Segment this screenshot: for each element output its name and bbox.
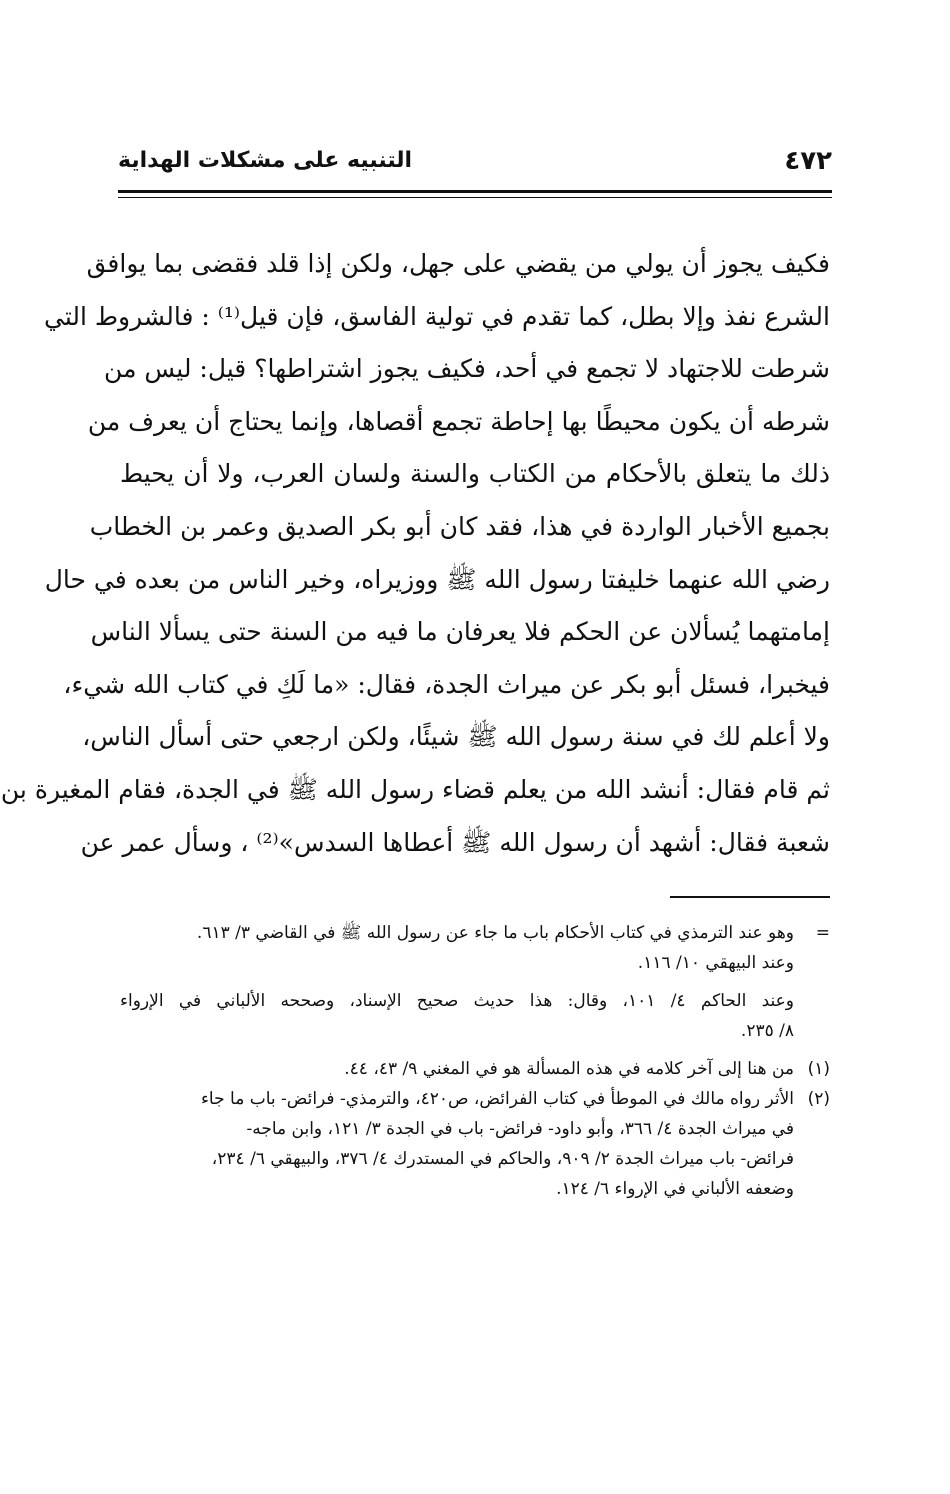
text-line: فكيف يجوز أن يولي من يقضي على جهل، ولكن إذا قلد فقضى بما يوافق [86,249,830,278]
header-rule-thin [118,197,832,198]
footnote-number: (٢) [807,1089,830,1109]
text-line: إمامتهما يُسألان عن الحكم فلا يعرفان ما فيه من السنة حتى يسألا الناس [90,617,830,647]
footnote-1 [120,1054,830,1084]
footnote-2-line [120,1114,830,1144]
footnote-text: ٨/ ٢٣٥. [740,1021,794,1041]
footnote-text: فرائض- باب ميراث الجدة ٢/ ٩٠٩، والحاكم في المستدرك ٤/ ٣٧٦، والبيهقي ٦/ ٢٣٤، [211,1149,794,1169]
footnote-hakim-line [120,986,830,1016]
text-line: ثم قام فقال: أنشد الله من يعلم قضاء رسول الله ﷺ في الجدة، فقام المغيرة بن [0,774,830,804]
footnote-continuation-line [120,918,830,948]
text-line: الشرع نفذ وإلا بطل، كما تقدم في تولية الفاسق، فإن قيل⁽¹⁾ : فالشروط التي [44,301,830,331]
footnote-text: الأثر رواه مالك في الموطأ في كتاب الفرائض، ص٤٢٠، والترمذي- فرائض- باب ما جاء [200,1089,794,1109]
footnote-hakim-line [120,1016,830,1046]
text-line: شرطه أن يكون محيطًا بها إحاطة تجمع أقصاها، وإنما يحتاج أن يعرف من [87,406,830,436]
footnote-text: في ميراث الجدة ٤/ ٣٦٦، وأبو داود- فرائض- باب في الجدة ٣/ ١٢١، وابن ماجه- [246,1119,794,1139]
text-line: بجميع الأخبار الواردة في هذا، فقد كان أبو بكر الصديق وعمر بن الخطاب [89,511,830,541]
header-rule-thick [118,190,832,193]
page-header [118,140,832,188]
footnote-number: (١) [807,1059,830,1079]
footnote-separator [670,896,830,898]
text-line: شرطت للاجتهاد لا تجمع في أحد، فكيف يجوز اشتراطها؟ قيل: ليس من [104,354,830,384]
main-text [0,238,830,869]
page-number: ٤٧٢ [784,146,832,176]
footnote-text: وهو عند الترمذي في كتاب الأحكام باب ما جاء عن رسول الله ﷺ في القاضي ٣/ ٦١٣. [196,923,794,943]
footnote-continuation-line [120,948,830,978]
text-line: فيخبرا، فسئل أبو بكر عن ميراث الجدة، فقال: «ما لَكِ في كتاب الله شيء، [63,669,830,699]
footnote-2 [120,1084,830,1114]
footnote-text: وعند الحاكم ٤/ ١٠١، وقال: هذا حديث صحيح الإسناد، وصححه الألباني في الإرواء [120,991,794,1011]
footnotes [120,918,830,1204]
text-line: شعبة فقال: أشهد أن رسول الله ﷺ أعطاها السدس»⁽²⁾ ، وسأل عمر عن [80,827,830,857]
text-line: رضي الله عنهما خليفتا رسول الله ﷺ ووزيراه، وخير الناس من بعده في حال [44,564,830,594]
text-line: ولا أعلم لك في سنة رسول الله ﷺ شيئًا، ولكن ارجعي حتى أسأل الناس، [82,722,830,752]
running-title: التنبيه على مشكلات الهداية [118,148,413,173]
footnote-continuation-mark: = [815,923,830,943]
footnote-text: من هنا إلى آخر كلامه في هذه المسألة هو في المغني ٩/ ٤٣، ٤٤. [344,1059,794,1079]
footnote-text: وعند البيهقي ١٠/ ١١٦. [637,953,794,973]
footnote-2-line [120,1144,830,1174]
text-line: ذلك ما يتعلق بالأحكام من الكتاب والسنة ولسان العرب، ولا أن يحيط [120,459,830,489]
footnote-2-line [120,1174,830,1204]
footnote-text: وضعفه الألباني في الإرواء ٦/ ١٢٤. [556,1179,794,1199]
